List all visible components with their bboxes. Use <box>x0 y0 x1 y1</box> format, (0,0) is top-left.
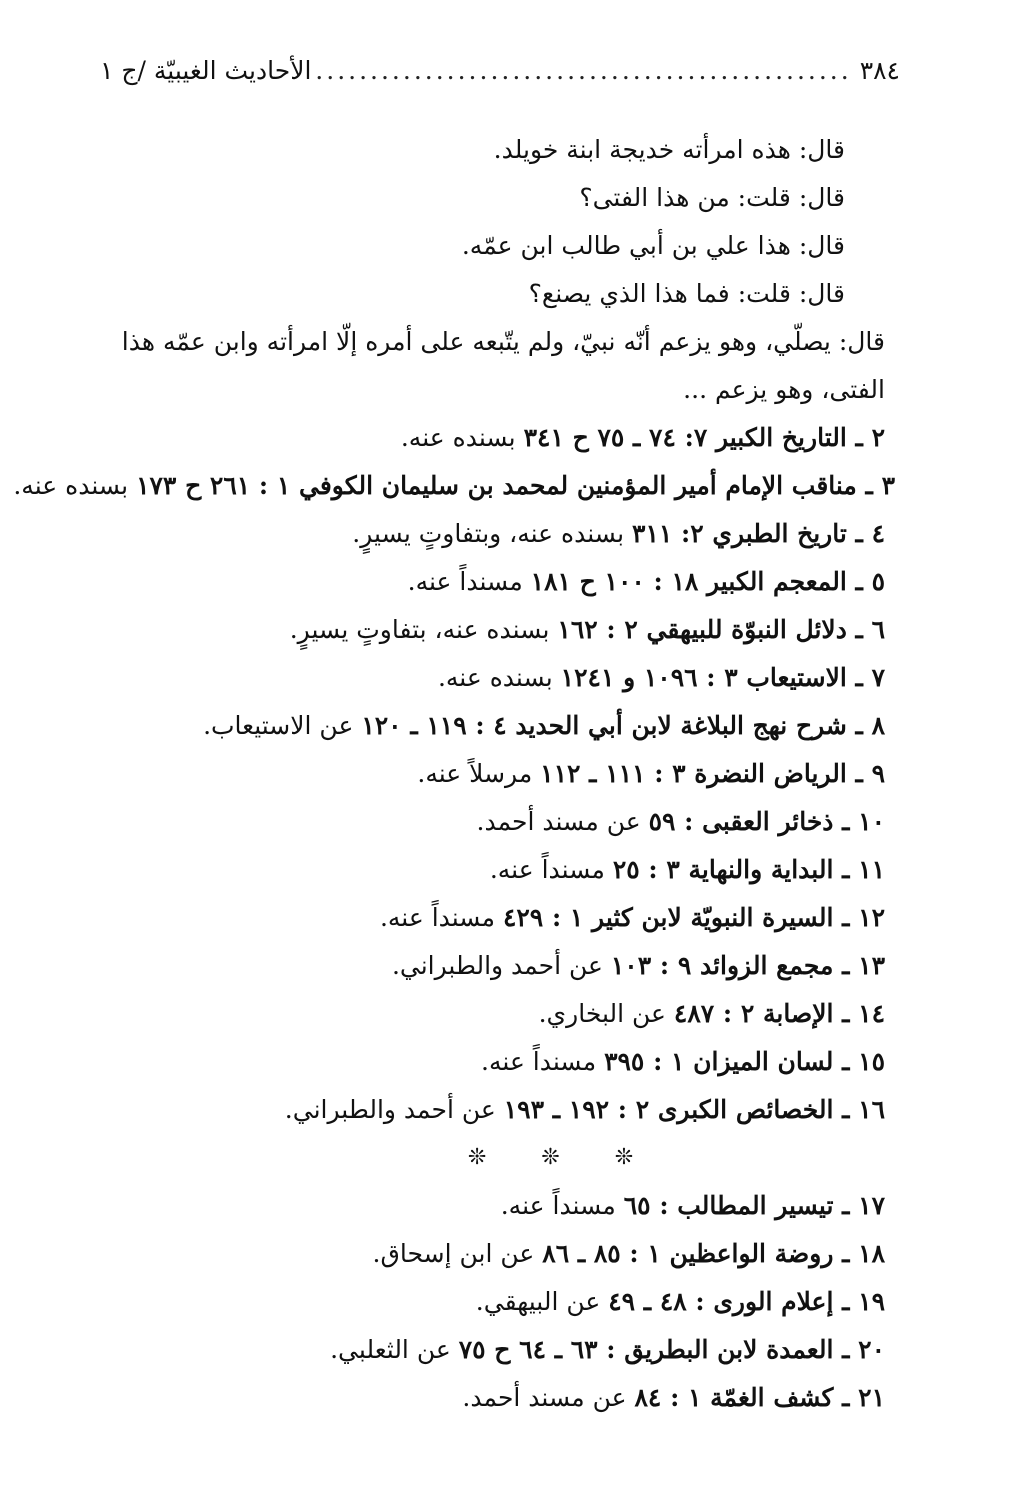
dialogue-line: الفتى، وهو يزعم ... <box>683 375 885 404</box>
reference-note: عن مسند أحمد. <box>462 1383 635 1412</box>
reference-note: بسنده عنه، وبتفاوتٍ يسيرٍ. <box>352 519 633 548</box>
dialogue-line: قال: هذه امرأته خديجة ابنة خويلد. <box>493 135 845 164</box>
dialogue-line: قال: يصلّي، وهو يزعم أنّه نبيّ، ولم يتّبعه على أمره إلّا امرأته وابن عمّه هذا <box>121 327 885 356</box>
reference-item <box>110 1038 885 1086</box>
reference-item <box>110 1374 885 1422</box>
dialogue-line: قال: هذا علي بن أبي طالب ابن عمّه. <box>461 231 845 260</box>
reference-source: ٤ ـ تاريخ الطبري ٢: ٣١١ <box>632 519 885 548</box>
reference-source: ٣ ـ مناقب الإمام أمير المؤمنين لمحمد بن سليمان الكوفي ١ : ٢٦١ ح ١٧٣ <box>136 471 895 500</box>
reference-source: ١٥ ـ لسان الميزان ١ : ٣٩٥ <box>604 1047 885 1076</box>
reference-item <box>110 510 885 558</box>
reference-note: عن أحمد والطبراني. <box>391 951 611 980</box>
reference-source: ١٢ ـ السيرة النبويّة لابن كثير ١ : ٤٢٩ <box>502 903 885 932</box>
reference-source: ١٩ ـ إعلام الورى : ٤٨ ـ ٤٩ <box>608 1287 885 1316</box>
reference-item <box>110 1326 885 1374</box>
reference-item <box>110 990 885 1038</box>
page-number: ٣٨٤ <box>859 55 900 85</box>
reference-source: ٥ ـ المعجم الكبير ١٨ : ١٠٠ ح ١٨١ <box>530 567 885 596</box>
reference-source: ٨ ـ شرح نهج البلاغة لابن أبي الحديد ٤ : ١١٩ ـ ١٢٠ <box>361 711 885 740</box>
reference-item <box>110 654 885 702</box>
reference-item <box>110 1086 885 1134</box>
reference-item <box>110 1182 885 1230</box>
page-body <box>13 126 895 1422</box>
reference-item <box>110 942 885 990</box>
reference-source: ١٤ ـ الإصابة ٢ : ٤٨٧ <box>673 999 885 1028</box>
section-separator: ❊ ❊ ❊ <box>467 1145 658 1170</box>
reference-note: عن البخاري. <box>538 999 674 1028</box>
header-leader-dots <box>315 56 851 85</box>
reference-source: ١٧ ـ تيسير المطالب : ٦٥ <box>623 1191 885 1220</box>
reference-source: ٦ ـ دلائل النبوّة للبيهقي ٢ : ١٦٢ <box>557 615 885 644</box>
reference-note: مسنداً عنه. <box>489 855 613 884</box>
reference-source: ٧ ـ الاستيعاب ٣ : ١٠٩٦ و ١٢٤١ <box>560 663 885 692</box>
page-header <box>100 50 900 90</box>
reference-item <box>110 798 885 846</box>
reference-source: ١٠ ـ ذخائر العقبى : ٥٩ <box>648 807 885 836</box>
dialogue-line: قال: قلت: فما هذا الذي يصنع؟ <box>528 279 845 308</box>
reference-source: ١٨ ـ روضة الواعظين ١ : ٨٥ ـ ٨٦ <box>542 1239 885 1268</box>
reference-item <box>110 1278 885 1326</box>
reference-note: بسنده عنه، بتفاوتٍ يسيرٍ. <box>289 615 558 644</box>
reference-source: ٢ ـ التاريخ الكبير ٧: ٧٤ ـ ٧٥ ح ٣٤١ <box>523 423 885 452</box>
reference-source: ١٦ ـ الخصائص الكبرى ٢ : ١٩٢ ـ ١٩٣ <box>503 1095 885 1124</box>
reference-item <box>110 894 885 942</box>
reference-note: عن البيهقي. <box>475 1287 609 1316</box>
reference-source: ٩ ـ الرياض النضرة ٣ : ١١١ ـ ١١٢ <box>540 759 885 788</box>
reference-note: بسنده عنه. <box>437 663 561 692</box>
running-title: الأحاديث الغيبيّة /ج ١ <box>100 55 312 85</box>
reference-source: ٢١ ـ كشف الغمّة ١ : ٨٤ <box>634 1383 885 1412</box>
reference-item <box>110 846 885 894</box>
reference-item <box>110 750 885 798</box>
reference-item <box>110 702 885 750</box>
reference-note: بسنده عنه. <box>13 471 137 500</box>
dialogue-line: قال: قلت: من هذا الفتى؟ <box>579 183 845 212</box>
reference-note: مسنداً عنه. <box>407 567 531 596</box>
reference-note: بسنده عنه. <box>400 423 524 452</box>
reference-note: عن الثعلبي. <box>330 1335 459 1364</box>
reference-note: عن مسند أحمد. <box>476 807 649 836</box>
reference-item <box>13 462 895 510</box>
reference-note: عن أحمد والطبراني. <box>284 1095 504 1124</box>
reference-item <box>110 1230 885 1278</box>
reference-source: ٢٠ ـ العمدة لابن البطريق : ٦٣ ـ ٦٤ ح ٧٥ <box>458 1335 885 1364</box>
reference-note: مسنداً عنه. <box>379 903 503 932</box>
reference-source: ١٣ ـ مجمع الزوائد ٩ : ١٠٣ <box>610 951 885 980</box>
reference-note: عن الاستيعاب. <box>203 711 362 740</box>
reference-note: عن ابن إسحاق. <box>372 1239 543 1268</box>
reference-note: مسنداً عنه. <box>500 1191 624 1220</box>
reference-source: ١١ ـ البداية والنهاية ٣ : ٢٥ <box>612 855 885 884</box>
reference-note: مسنداً عنه. <box>481 1047 605 1076</box>
reference-item <box>110 414 885 462</box>
reference-note: مرسلاً عنه. <box>417 759 541 788</box>
reference-item <box>110 558 885 606</box>
reference-item <box>110 606 885 654</box>
